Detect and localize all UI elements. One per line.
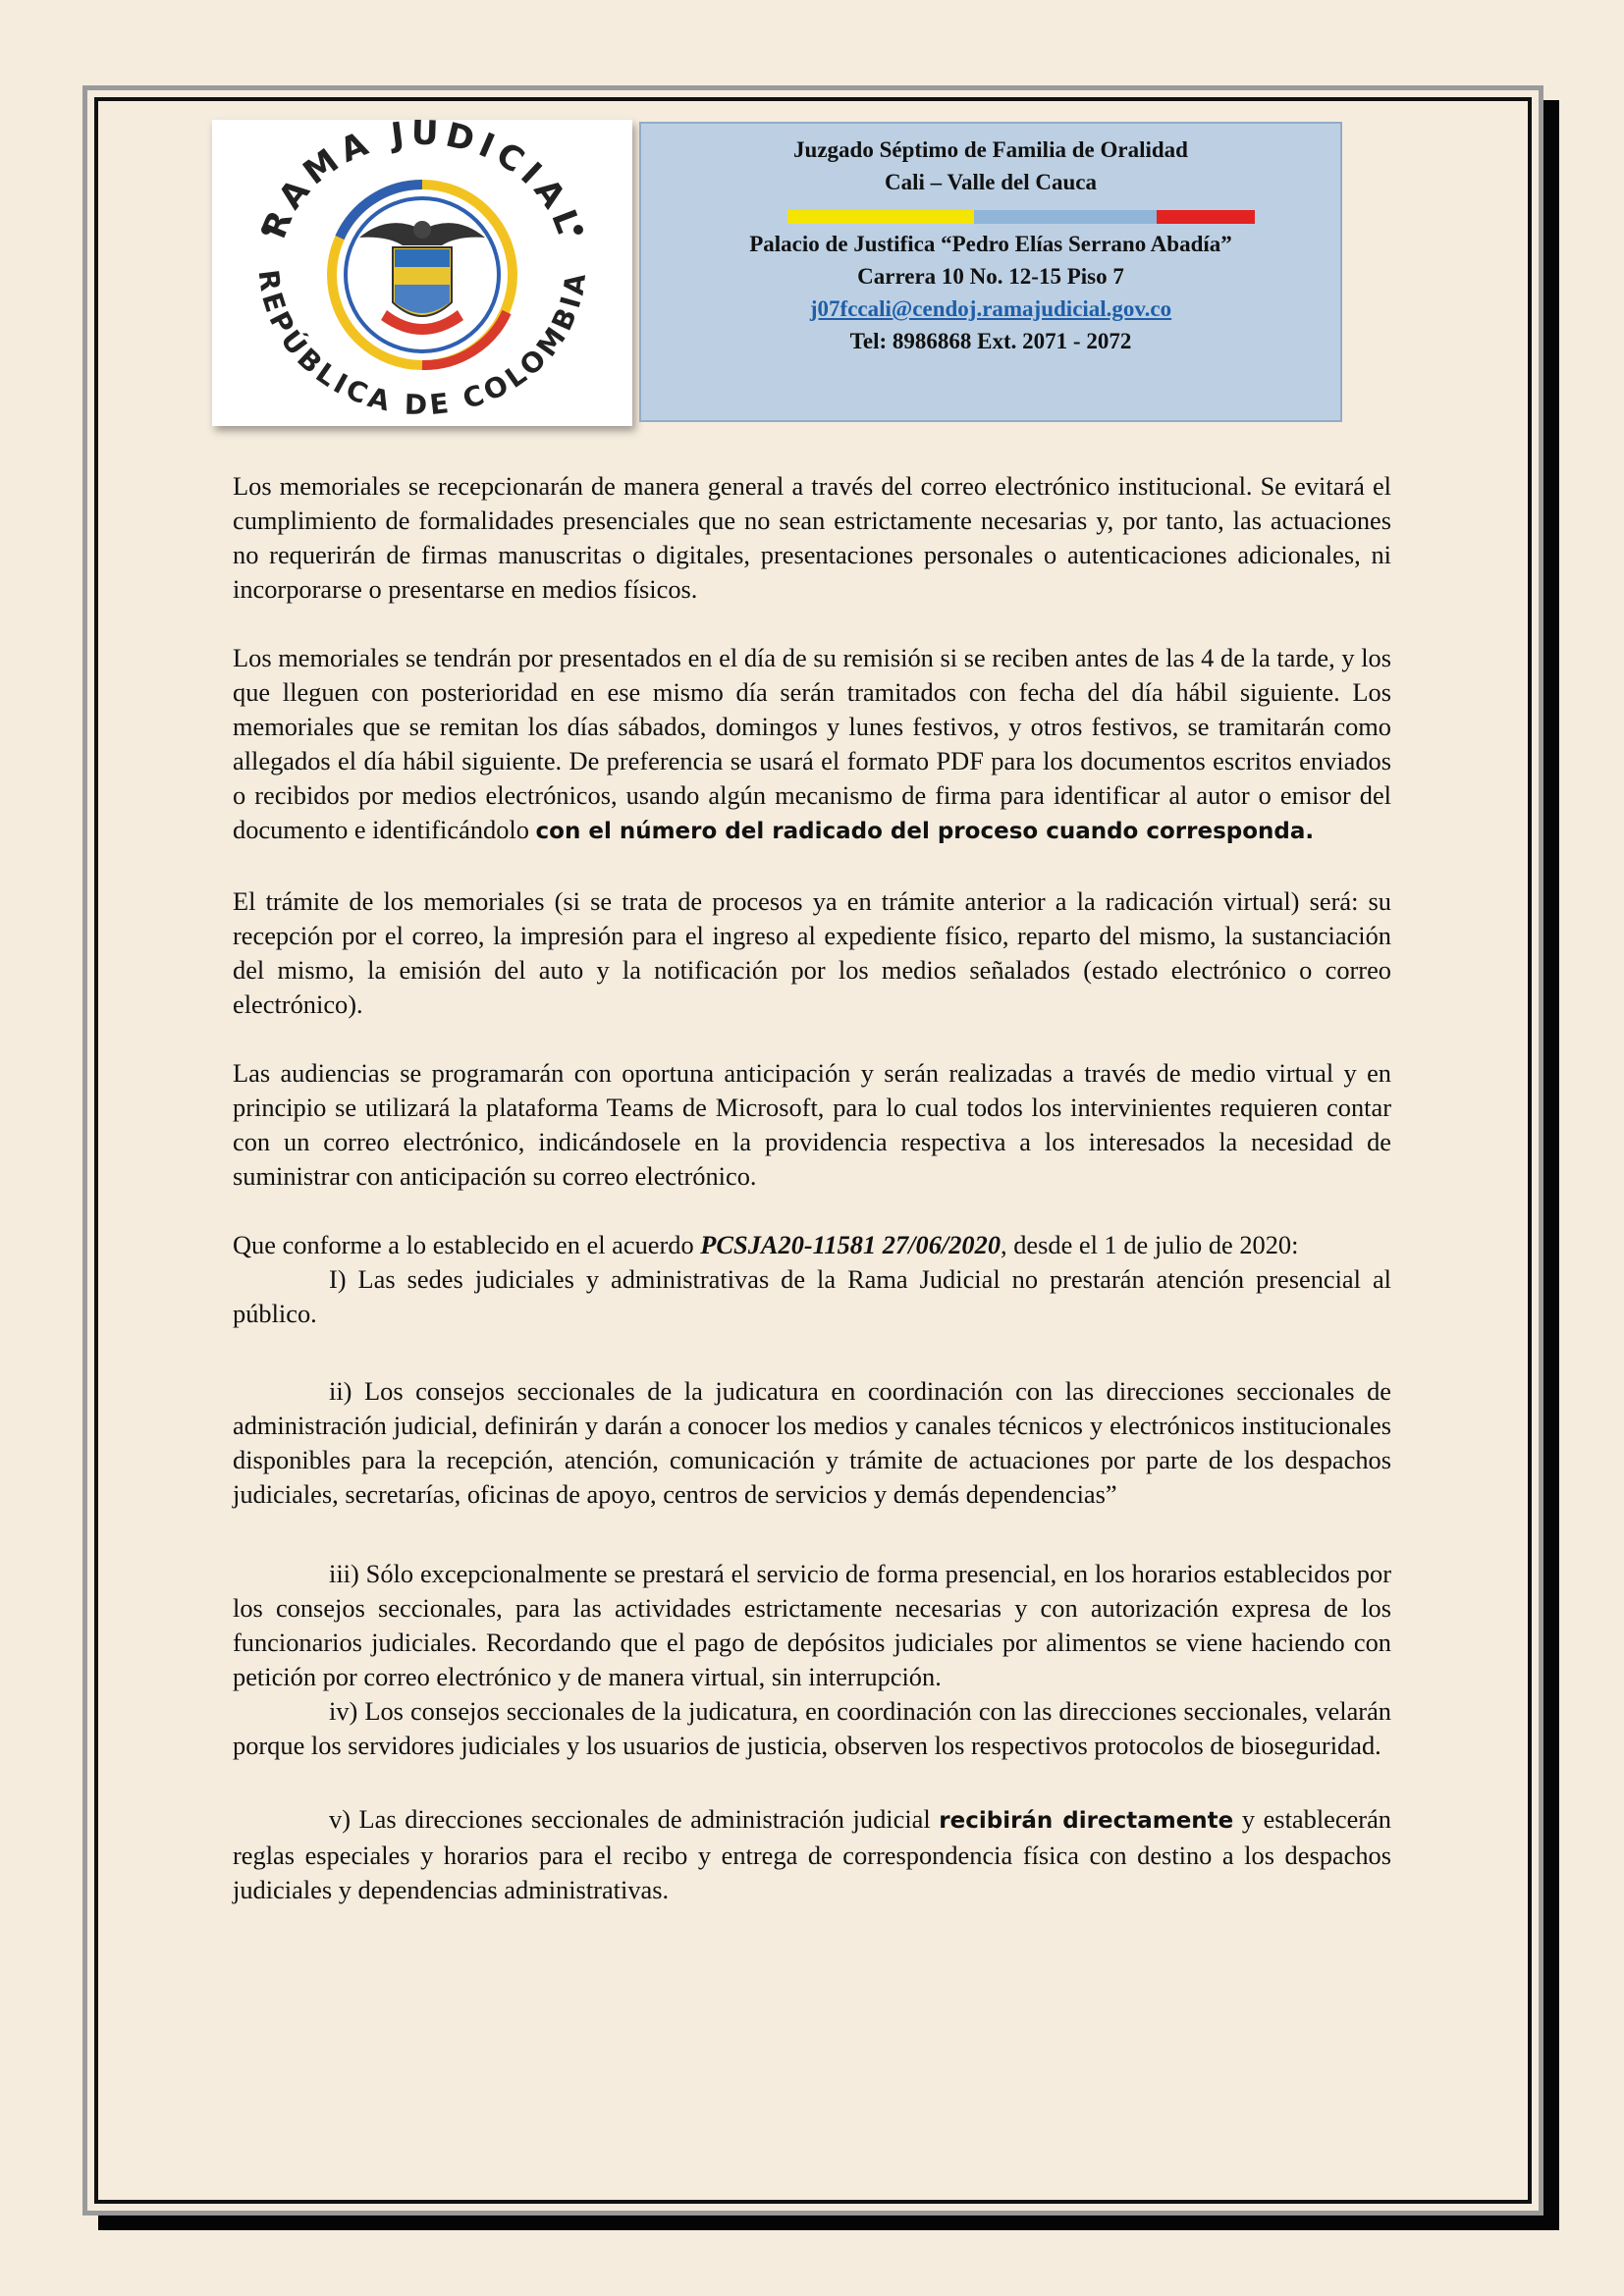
court-name-line2: Cali – Valle del Cauca [885,170,1097,194]
paragraph-text: v) Las direcciones seccionales de administración judicial [329,1804,940,1834]
court-phone: Tel: 8986868 Ext. 2071 - 2072 [849,329,1132,353]
paragraph-acuerdo [233,1228,1391,1262]
flag-yellow [787,210,974,224]
highlight-radicado: con el número del radicado del proceso cuando corresponda. [535,819,1315,844]
list-item-ii: ii) Los consejos seccionales de la judicatura en coordinación con las direcciones seccionales de administración judicial, definirán y darán a conocer los medios y canales técnicos y electrónicos institucionales disponibles para la recepción, atención, comunicación y trámite de actuaciones por parte de los despachos judiciales, secretarías, oficinas de apoyo, centros de servicios y demás dependencias” [233,1376,1391,1509]
paragraph-text: y establecerán reglas especiales y horarios para el recibo y entrega de correspondencia física con destino a los despachos judiciales y dependencias administrativas. [233,1804,1391,1904]
court-palace: Palacio de Justifica “Pedro Elías Serrano Abadía” [749,232,1232,256]
flag-blue [974,210,1157,224]
court-name-line1: Juzgado Séptimo de Familia de Oralidad [793,137,1188,162]
paragraph-memoriales-presentacion [233,641,1391,849]
paragraph-audiencias: Las audiencias se programarán con oportuna anticipación y serán realizadas a través de medio virtual y en principio se utilizará la plataforma Teams de Microsoft, para lo cual todos los intervinientes requieren contar con un correo electrónico, indicándosele en la providencia respectiva a los interesados la necesidad de suministrar con anticipación su correo electrónico. [233,1058,1391,1191]
paragraph-memoriales-recepcion: Los memoriales se recepcionarán de manera general a través del correo electrónico institucional. Se evitará el cumplimiento de formalidades presenciales que no sean estrictamente necesarias y, por tanto, las actuaciones no requerirán de firmas manuscritas o digitales, presentaciones personales o autenticaciones adicionales, ni incorporarse o presentarse en medios físicos. [233,471,1391,604]
court-address [641,228,1340,357]
paragraph-text: , desde el 1 de julio de 2020: [1001,1230,1299,1259]
list-item-iv: iv) Los consejos seccionales de la judicatura, en coordinación con las direcciones seccionales, velarán porque los servidores judiciales y los usuarios de justicia, observen los respectivos protocolos de bioseguridad. [233,1696,1391,1760]
list-item-iii: iii) Sólo excepcionalmente se prestará el servicio de forma presencial, en los horarios establecidos por los consejos seccionales, para las actividades estrictamente necesarias y con autorización expresa de los funcionarios judiciales. Recordando que el pago de depósitos judiciales por alimentos se viene haciendo con petición por correo electrónico y de manera virtual, sin interrupción. [233,1559,1391,1691]
colombia-flag-bar [787,210,1255,224]
list-item-v [233,1802,1391,1907]
highlight-recibiran: recibirán directamente [939,1808,1234,1834]
flag-red [1157,210,1255,224]
paragraph-text: Los memoriales se tendrán por presentados en el día de su remisión si se reciben antes de las 4 de la tarde, y los que lleguen con posterioridad en ese mismo día serán tramitados con fecha del día hábil siguiente. Los memoriales que se remitan los días sábados, domingos y lunes festivos, y otros festivos, se tramitarán como allegados el día hábil siguiente. De preferencia se usará el formato PDF para los documentos escritos enviados o recibidos por medios electrónicos, usando algún mecanismo de firma para identificar al autor o emisor del documento e identificándolo [233,643,1391,844]
court-header-box [639,122,1342,422]
logo-ring-text-bottom: REPÚBLICA DE COLOMBIA [251,267,593,422]
coat-of-arms-icon [359,221,485,335]
acuerdo-reference: PCSJA20-11581 27/06/2020 [700,1230,1001,1259]
paragraph-text: Que conforme a lo establecido en el acuerdo [233,1230,701,1259]
logo-ring-text-top: RAMA JUDICIAL [254,120,590,244]
paragraph-tramite-memoriales: El trámite de los memoriales (si se trata de procesos ya en trámite anterior a la radicación virtual) será: su recepción por el correo, la impresión para el ingreso al expediente físico, reparto del mismo, la sustanciación del mismo, la emisión del auto y la notificación por los medios señalados (estado electrónico o correo electrónico). [233,886,1391,1019]
court-name [641,133,1340,198]
list-item-i: I) Las sedes judiciales y administrativas de la Rama Judicial no prestarán atención presencial al público. [233,1264,1391,1328]
court-email-link[interactable]: j07fccali@cendoj.ramajudicial.gov.co [809,296,1172,321]
document-body [233,469,1391,1907]
rama-judicial-logo [212,120,632,426]
court-street: Carrera 10 No. 12-15 Piso 7 [857,264,1124,289]
